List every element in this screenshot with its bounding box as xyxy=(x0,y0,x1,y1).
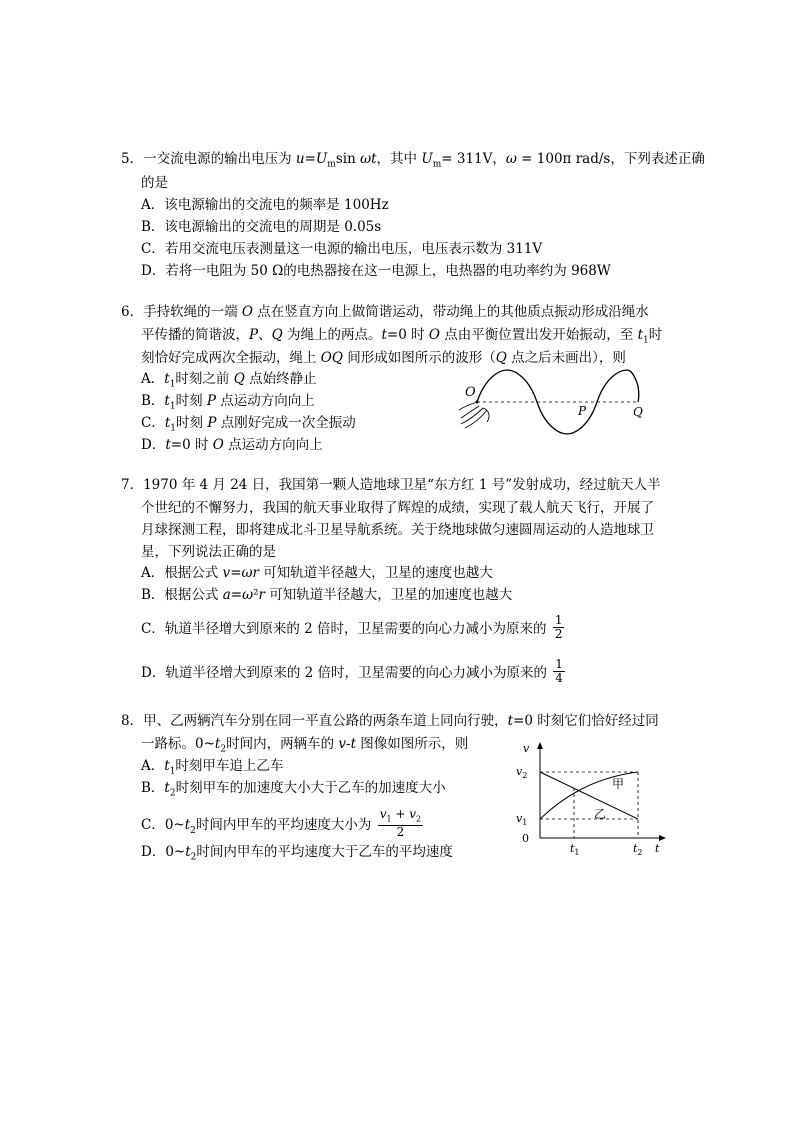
t-axis-arrow xyxy=(659,835,666,841)
q6-stem-line1: 6．手持软绳的一端 O 点在竖直方向上做简谐运动，带动绳上的其他质点振动形成沿绳水 xyxy=(121,304,649,320)
label-q: Q xyxy=(633,405,643,419)
q6-option-c: C．$t_1$时刻 P 点刚好完成一次全振动 xyxy=(141,415,356,434)
label-jia: 甲 xyxy=(612,777,625,791)
q7-option-d-text: D．轨道半径增大到原来的 2 倍时，卫星需要的向心力减小为原来的 xyxy=(141,665,547,681)
label-zero: 0 xyxy=(522,832,529,845)
q6-stem-line2: 平传播的简谐波，P、Q 为绳上的两点。t=0 时 O 点由平衡位置出发开始振动，至 $t_1$时 xyxy=(141,327,663,346)
v-axis-arrow xyxy=(537,742,543,749)
q7-stem-line1: 7．1970 年 4 月 24 日，我国第一颗人造地球卫星“东方红 1 号”发射成功，经过航天人半 xyxy=(121,477,661,493)
q5-stem-line2: 的是 xyxy=(141,175,168,191)
q6-option-d: D．t=0 时 O 点运动方向向上 xyxy=(141,437,323,453)
q8-option-a: A．$t_1$时刻甲车追上乙车 xyxy=(141,758,284,777)
q7-option-d xyxy=(141,657,565,687)
label-v: v xyxy=(523,742,530,755)
q5-option-b: B．该电源输出的交流电的周期是 0.05s xyxy=(141,219,382,235)
q7-stem-line3: 月球探测工程，即将建成北斗卫星导航系统。关于绕地球做匀速圆周运动的人造地球卫 xyxy=(141,522,654,538)
q5-option-c: C．若用交流电压表测量这一电源的输出电压，电压表示数为 311V xyxy=(141,241,543,257)
q5-option-a: A．该电源输出的交流电的频率是 100Hz xyxy=(141,197,389,213)
q8-option-d: D．$0\sim t_2$时间内甲车的平均速度大于乙车的平均速度 xyxy=(141,844,453,863)
q7-option-a: A．根据公式 v=ωr 可知轨道半径越大，卫星的速度也越大 xyxy=(141,565,493,581)
label-p: P xyxy=(578,404,587,418)
label-t2: $t_2$ xyxy=(633,842,643,857)
label-v2: $v_2$ xyxy=(516,765,528,780)
wave-curve-tail xyxy=(638,386,639,402)
q7-option-b: B．根据公式 a=ω²r 可知轨道半径越大，卫星的加速度也越大 xyxy=(141,587,513,603)
q7-stem-line4: 星，下列说法正确的是 xyxy=(141,544,276,560)
q5-option-d: D．若将一电阻为 50 Ω的电热器接在这一电源上，电热器的电功率约为 968W xyxy=(141,263,611,279)
vt-graph xyxy=(510,740,670,858)
fraction-one-half: $\frac{1}{2}$ xyxy=(554,613,563,641)
q8-stem-line2: 一路标。$0\sim t_2$时间内，两辆车的 v-t 图像如图所示，则 xyxy=(141,736,469,755)
fraction-one-quarter: $\frac{1}{4}$ xyxy=(555,657,563,685)
fraction-avg-velocity: $\frac{v_1 + v_2}{2}$ xyxy=(379,807,422,840)
label-o: O xyxy=(465,385,476,400)
q8-stem-line1: 8．甲、乙两辆汽车分别在同一平直公路的两条车道上同向行驶，t=0 时刻它们恰好经过同 xyxy=(121,713,659,729)
point-o xyxy=(476,401,479,404)
q6-option-b: B．$t_1$时刻 P 点运动方向向上 xyxy=(141,393,315,412)
q7-option-c xyxy=(141,613,564,643)
q7-stem-line2: 个世纪的不懈努力，我国的航天事业取得了辉煌的成绩，实现了载人航天飞行，开展了 xyxy=(141,500,654,516)
wave-figure xyxy=(455,366,665,446)
q8-option-c: C．$0\sim t_2$时间内甲车的平均速度大小为 $\frac{v_1 + v_2}{2}$ xyxy=(141,807,422,840)
q6-stem-line3: 刻恰好完成两次全振动，绳上 OQ 间形成如图所示的波形（Q 点之后未画出），则 xyxy=(141,350,626,366)
label-yi: 乙 xyxy=(594,807,607,821)
q8-option-b: B．$t_2$时刻甲车的加速度大小大于乙车的加速度大小 xyxy=(141,780,446,799)
q6-option-a: A．$t_1$时刻之前 Q 点始终静止 xyxy=(141,371,317,390)
q7-option-c-text: C．轨道半径增大到原来的 2 倍时，卫星需要的向心力减小为原来的 xyxy=(141,621,547,637)
label-v1: $v_1$ xyxy=(516,812,528,827)
label-t: t xyxy=(655,842,660,855)
label-t1: $t_1$ xyxy=(570,842,580,857)
q5-stem-line1: 5．一交流电源的输出电压为 $u=U_m\sin$ ωt，其中 $U_m= 311V$，ω = 100π rad/s，下列表述正确 xyxy=(121,151,705,170)
hand-sketch xyxy=(459,402,489,428)
